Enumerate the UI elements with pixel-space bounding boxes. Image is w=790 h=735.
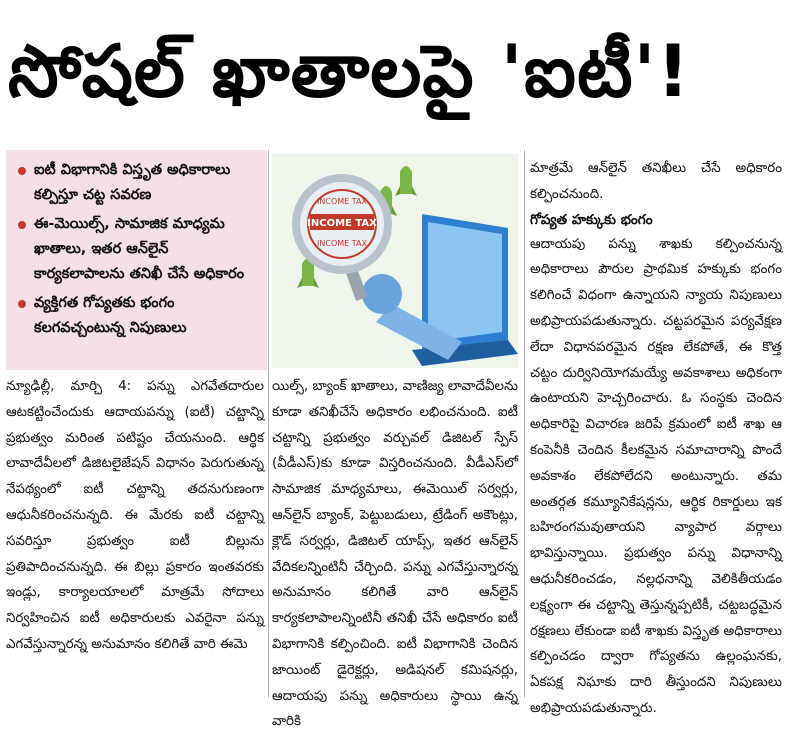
section-subhead: గోప్యత హక్కుకు భంగం xyxy=(530,211,653,228)
highlight-item xyxy=(16,291,257,341)
article-column-1 xyxy=(6,374,264,658)
stamp-top-text: INCOME TAX xyxy=(317,197,367,206)
bullet-dot-icon xyxy=(18,221,26,229)
highlight-text: ఐటీ విభాగానికి విస్తృత అధికారాలు కల్పిస్తూ చట్ట సవరణ xyxy=(34,162,231,203)
highlights-list xyxy=(16,158,257,341)
stamp-main-text: INCOME TAX xyxy=(307,218,377,229)
hand-icon xyxy=(362,274,402,314)
rocket-icon xyxy=(395,166,417,196)
article-paragraph: ఆదాయపు పన్ను శాఖకు కల్పించనున్న అధికారాలు పౌరుల ప్రాథమిక హక్కుకు భంగం కలిగించే విధంగా ఉన్నాయని న్యాయ నిపుణులు అభిప్రాయపడుతున్నారు. చట్టపరమైన పర్యవేక్షణ లేదా విధానపరమైన రక్షణ లేకపోతే, ఈ కొత్త చట్టం దుర్వినియోగమయ్యే అవకాశాలు అధికంగా ఉంటాయని హెచ్చరించారు. ఓ సంస్థకు చెందిన అధికారిపై విచారణ జరిపే క్రమంలో ఐటీ శాఖ ఆ కంపెనీకి చెందిన కీలకమైన సమాచారాన్ని పొందే అవకాశం లేకపోలేదని అంటున్నారు. తమ అంతర్గత కమ్యూనికేషన్లను, ఆర్థిక రికార్డులు ఇక బహిరంగమవుతాయని వ్యాపార వర్గాలు భావిస్తున్నాయి. ప్రభుత్వం పన్ను విధానాన్ని ఆధునీకరించడం, నల్లధనాన్ని వెలికితీయడం లక్ష్యంగా ఈ చట్టాన్ని తెస్తున్నప్పటికీ, చట్టబద్ధమైన రక్షణలు లేకుండా ఐటీ శాఖకు విస్తృత అధికారాలు కల్పించడం ద్వారా గోప్యతను ఉల్లంఘనకు, ఏకపక్ష నిఘాకు దారి తీస్తుందని నిపుణులు అభిప్రాయపడుతున్నారు. xyxy=(530,236,782,716)
article-paragraph: న్యూఢిల్లీ, మార్చి 4: పన్ను ఎగవేతదారుల ఆటకట్టించేందుకు ఆదాయపన్ను (ఐటీ) చట్టాన్ని ప్రభుత్వం మరింత పటిష్టం చేయనుంది. ఆర్థిక లావాదేవీలలో డిజిటలైజేషన్ విధానం పెరుగుతున్న నేపథ్యంలో ఐటీ చట్టాన్ని తదనుగుణంగా ఆధునీకరించనున్నది. ఈ మేరకు ఐటీ చట్టాన్ని సవరిస్తూ ప్రభుత్వం ఐటీ బిల్లును ప్రతిపాదించనున్నది. ఈ బిల్లు ప్రకారం ఇంతవరకు ఇండ్లు, కార్యాలయాలలో మాత్రమే సోదాలు నిర్వహించిన ఐటీ అధికారులకు ఎవరైనా పన్ను ఎగవేస్తున్నారన్న అనుమానం కలిగితే వారి ఈమె xyxy=(6,379,264,652)
stamp-bottom-text: INCOME TAX xyxy=(317,239,367,248)
highlight-item xyxy=(16,158,257,208)
highlight-text: ఈ-మెయిల్స్, సామాజిక మాధ్యమ ఖాతాలు, ఇతర ఆన్‌లైన్ కార్యకలాపాలను తనిఖీ చేసే అధికారం xyxy=(34,216,245,282)
article-column-3 xyxy=(530,156,782,722)
article-paragraph: యిల్స్, బ్యాంక్ ఖాతాలు, వాణిజ్య లావాదేవీలను కూడా తనిఖీచేసే అధికారం లభించనుంది. ఐటీ చట్టాన్ని ప్రభుత్వం వర్చువల్ డిజిటల్ స్పేస్ (వీడీఎస్)కు కూడా విస్తరించనుంది. వీడీఎస్‌లో సామాజిక మాధ్యమాలు, ఈమెయిల్ సర్వర్లు, ఆన్‌లైన్ బ్యాంక్, పెట్టుబడులు, ట్రేడింగ్ అకౌంట్లు, క్లౌడ్ సర్వర్లు, డిజిటల్ యాప్స్, ఇతర ఆన్‌లైన్ వేదికలన్నింటినీ చేర్చింది. పన్ను ఎగవేస్తున్నారన్న అనుమానం కలిగితే వారి ఆన్‌లైన్ కార్యకలాపాలన్నింటినీ తనిఖీ చేసే అధికారం ఐటీ విభాగానికి కల్పించింది. ఐటీ విభాగానికి చెందిన జాయింట్ డైరెక్టర్లు, అడిషనల్ కమిషనర్లు, ఆదాయపు పన్ను అధికారులు స్థాయి ఉన్న వారికి xyxy=(272,379,518,730)
bullet-dot-icon xyxy=(18,300,26,308)
illustration-svg xyxy=(272,154,518,368)
column-divider xyxy=(524,150,525,698)
article-column-2 xyxy=(272,374,518,735)
article-paragraph: మాత్రమే ఆన్‌లైన్ తనిఖీలు చేసే అధికారం కల్పించనుంది. xyxy=(530,161,782,202)
income-tax-illustration xyxy=(272,154,518,368)
page-headline: సోషల్ ఖాతాలపై 'ఐటీ'! xyxy=(8,29,691,113)
bullet-dot-icon xyxy=(18,167,26,175)
income-tax-stamp xyxy=(307,190,377,258)
highlight-text: వ్యక్తిగత గోప్యతకు భంగం కలగవచ్చంటున్న నిపుణులు xyxy=(34,295,187,336)
column-divider xyxy=(268,150,269,698)
highlights-box xyxy=(6,150,267,370)
highlight-item xyxy=(16,212,257,287)
